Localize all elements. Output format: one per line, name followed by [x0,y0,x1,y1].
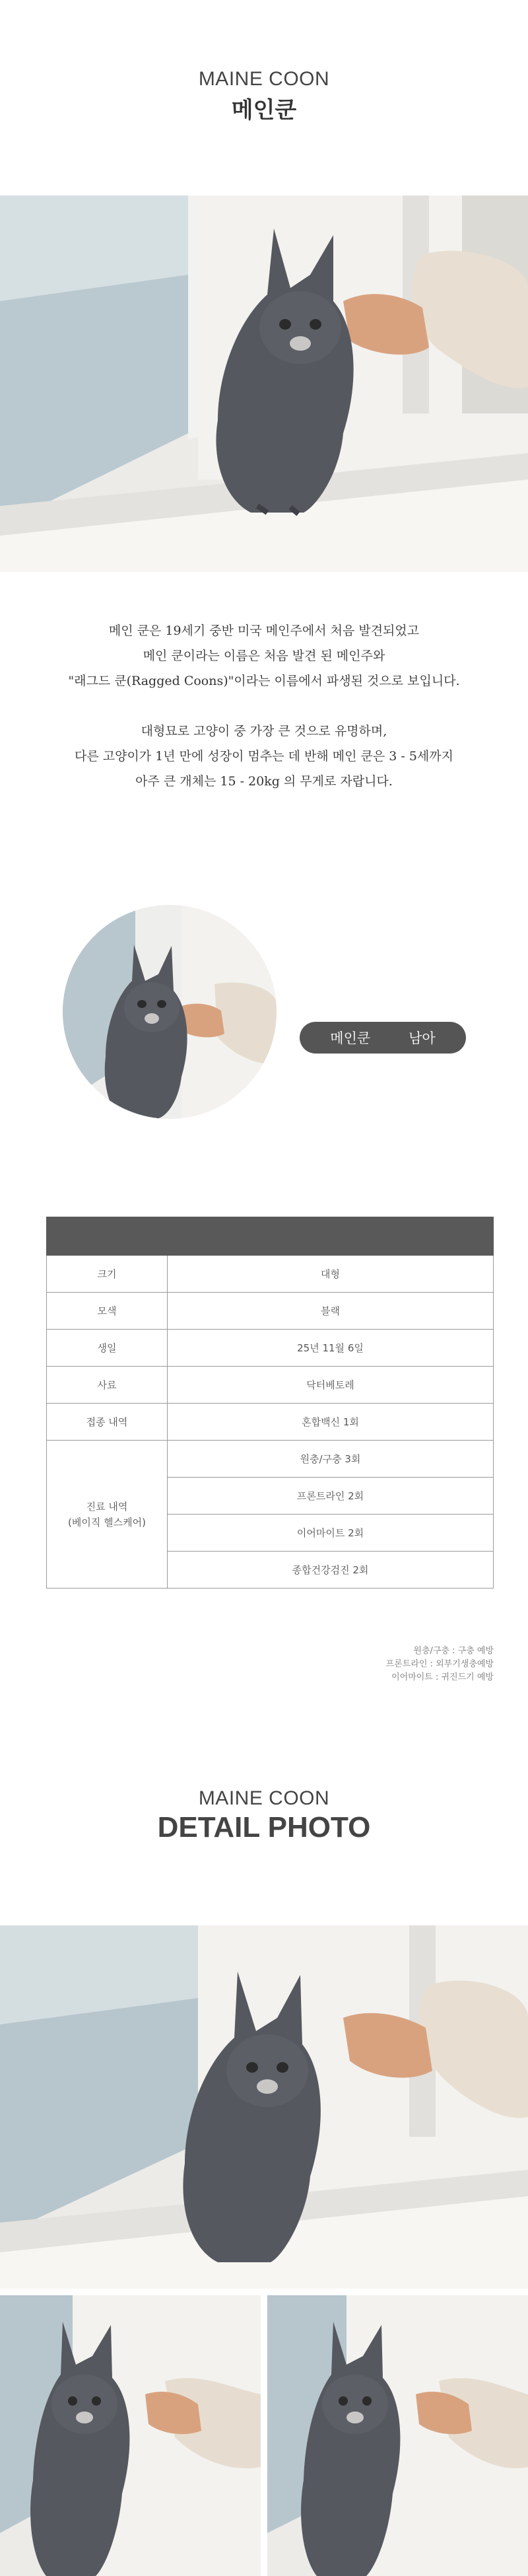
table-row [47,1330,494,1367]
section-header [0,68,528,124]
table-label: 사료 [47,1367,168,1404]
detail-photo-large [0,1925,528,2289]
info-table [46,1217,494,1589]
profile-pill [300,1022,466,1054]
intro-line: 메인 쿤이라는 이름은 처음 발견 된 메인주와 [143,649,385,663]
detail-photo-left [0,2295,261,2576]
table-header-cell [47,1217,168,1256]
table-value: 프론트라인 2회 [168,1478,494,1515]
detail-header [0,1787,528,1844]
table-value: 블랙 [168,1293,494,1330]
intro-text [0,618,528,794]
intro-line: 메인 쿤은 19세기 중반 미국 메인주에서 처음 발견되었고 [108,624,420,638]
care-label: 진료 내역 [86,1500,128,1513]
table-value: 혼합백신 1회 [168,1404,494,1441]
intro-line: 대형묘로 고양이 중 가장 큰 것으로 유명하며, [141,724,387,738]
table-row [47,1404,494,1441]
header-title-ko: 메인쿤 [231,97,297,124]
table-label: 크기 [47,1256,168,1293]
table-label: 접종 내역 [47,1404,168,1441]
care-label-cell [47,1441,168,1589]
table-value: 이어마이트 2회 [168,1515,494,1552]
table-label: 생일 [47,1330,168,1367]
footnote: 이어마이트 : 귀진드기 예방 [391,1672,494,1682]
footnote: 프론트라인 : 외부기생충예방 [385,1659,494,1669]
detail-title-en: MAINE COON [198,1787,330,1809]
footnote: 원충/구충 : 구충 예방 [413,1646,494,1656]
table-value: 닥터베토레 [168,1367,494,1404]
table-header-row [47,1217,494,1256]
table-label: 모색 [47,1293,168,1330]
profile-breed: 메인쿤 [330,1030,371,1046]
intro-line: 아주 큰 개체는 15 - 20kg 의 무게로 자랍니다. [135,774,393,789]
table-header-cell [168,1217,494,1256]
detail-photo-right [267,2295,528,2576]
table-row [47,1256,494,1293]
intro-line: 다른 고양이가 1년 만에 성장이 멈추는 데 반해 메인 쿤은 3 - 5세까지 [74,749,453,764]
profile-sex: 남아 [409,1030,436,1046]
table-value: 25년 11월 6일 [168,1330,494,1367]
profile-kitten-photo [63,905,277,1119]
header-title-en: MAINE COON [198,68,330,90]
intro-line: "래그드 쿤(Ragged Coons)"이라는 이름에서 파생된 것으로 보입니다. [68,674,460,688]
table-row [47,1293,494,1330]
table-row [47,1441,494,1478]
footnotes [386,1645,494,1684]
care-sublabel: (베이직 헬스케어) [68,1516,146,1528]
table-value: 대형 [168,1256,494,1293]
hero-kitten-photo [0,196,528,572]
table-value: 원충/구충 3회 [168,1441,494,1478]
detail-title: DETAIL PHOTO [157,1811,371,1843]
table-value: 종합건강검진 2회 [168,1552,494,1589]
table-row [47,1367,494,1404]
